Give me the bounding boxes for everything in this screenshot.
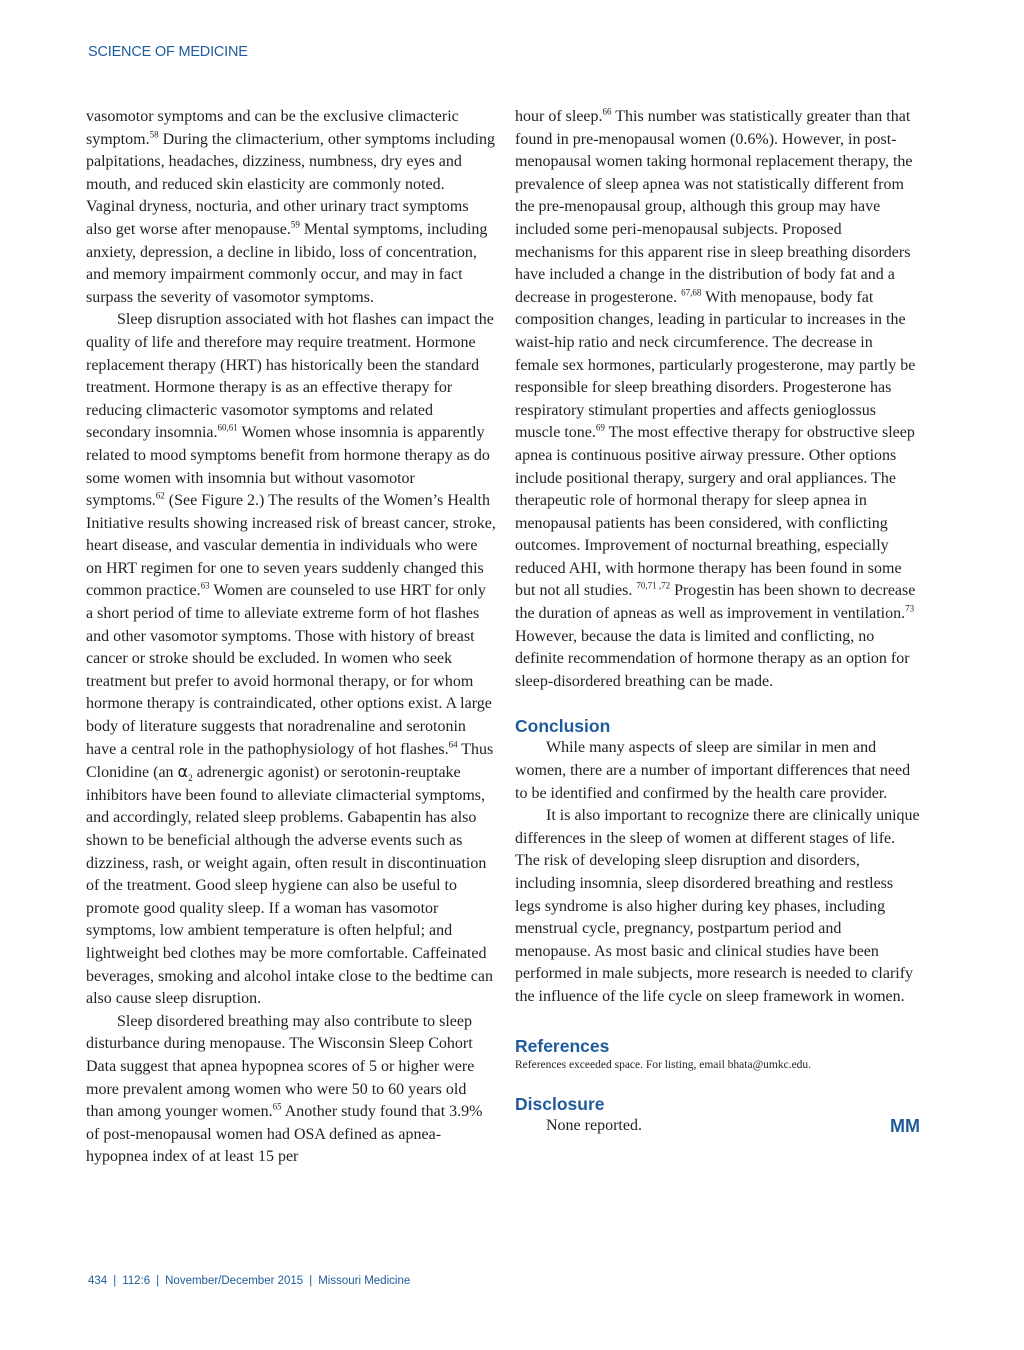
left-column (86, 106, 496, 1169)
right-column (515, 106, 920, 1137)
paragraph: Sleep disruption associated with hot flashes can impact the quality of life and therefore may require treatment. Hormone replacement therapy (HRT) has historically been the standard treatment. Hormone therapy is as an effective therapy for reducing climacteric vasomotor symptoms and related secondary insomnia.$^{60,61}$ Women whose insomnia is apparently related to mood symptoms benefit from hormone therapy as do some women with insomnia but without vasomotor symptoms.$^{62}$ (See Figure 2.) The results of the Women’s Health Initiative results showing increased risk of breast cancer, stroke, heart disease, and vascular dementia in individuals who were on HRT regimen for one to seven years suddenly changed this common practice.$^{63}$ Women are counseled to use HRT for only a short period of time to alleviate extreme form of hot flashes and other vasomotor symptoms. Those with history of breast cancer or stroke should be excluded. In women who seek treatment but prefer to avoid hormonal therapy, or for whom hormone therapy is contraindicated, other options exist. A large body of literature suggests that noradrenaline and serotonin have a central role in the pathophysiology of hot flashes.$^{64}$ Thus Clonidine (an $\alpha_2$ adrenergic agonist) or serotonin-reuptake inhibitors have been found to alleviate climacterial symptoms, and accordingly, related sleep problems. Gabapentin has also shown to be beneficial although the adverse events such as dizziness, rash, or weight again, often result in discontinuation of the treatment. Good sleep hygiene can also be useful to promote good quality sleep. If a woman has vasomotor symptoms, low ambient temperature is often helpful; and lightweight bed clothes may be more comfortable. Caffeinated beverages, smoking and alcohol intake close to the bedtime can also cause sleep disruption. (86, 311, 496, 1008)
references-note: References exceeded space. For listing, email bhata@umkc.edu. (515, 1058, 812, 1071)
paragraph: hour of sleep.$^{66}$ This number was statistically greater than that found in pre-menopausal women (0.6%). However, in post-menopausal women taking hormonal replacement therapy, the prevalence of sleep apnea was not statistically different from the pre-menopausal group, although this group may have included some peri-menopausal subjects. Proposed mechanisms for this apparent rise in sleep breathing disorders have included a change in the distribution of body fat and a decrease in progesterone. $^{67,68}$ With menopause, body fat composition changes, leading in particular to increases in the waist-hip ratio and neck circumference. The decrease in female sex hormones, particularly progesterone, may partly be responsible for sleep breathing disorders. Progesterone has respiratory stimulant properties and affects genioglossus muscle tone.$^{69}$ The most effective therapy for obstructive sleep apnea is continuous positive airway pressure. Other options include positional therapy, surgery and oral appliances. The therapeutic role of hormonal therapy for sleep apnea in menopausal patients has been considered, with conflicting outcomes. Improvement of nocturnal breathing, especially reduced AHI, with hormone therapy has been found in some but not all studies. $^{70,71 ,72}$ Progestin has been shown to decrease the duration of apneas as well as improvement in ventilation.$^{73}$ However, because the data is limited and conflicting, no definite recommendation of hormone therapy as an option for sleep-disordered breathing can be made. (515, 106, 916, 690)
page-footer: 434 | 112:6 | November/December 2015 | Missouri Medicine (88, 1275, 411, 1287)
disclosure-row (515, 1115, 920, 1138)
paragraph: While many aspects of sleep are similar in men and women, there are a number of important differences that need to be identified and confirmed by the health care provider. (515, 739, 911, 802)
section-header: SCIENCE OF MEDICINE (88, 44, 248, 60)
journal-name: Missouri Medicine (318, 1275, 411, 1287)
disclosure-heading: Disclosure (515, 1093, 605, 1114)
paragraph: Sleep disordered breathing may also contribute to sleep disturbance during menopause. The Wisconsin Sleep Cohort Data suggest that apnea hypopnea scores of 5 or higher were more prevalent among women who were 50 to 60 years old than among younger women.$^{65}$ Another study found that 3.9% of post-menopausal women had OSA defined as apnea-hypopnea index of at least 15 per (86, 1012, 483, 1166)
disclosure-text: None reported. (546, 1116, 642, 1134)
page-number: 434 (88, 1275, 108, 1287)
references-heading: References (515, 1035, 610, 1056)
paragraph: vasomotor symptoms and can be the exclusive climacteric symptom.$^{58}$ During the climacterium, other symptoms including palpitations, headaches, dizziness, numbness, dry eyes and mouth, and reduced skin elasticity are commonly noted. Vaginal dryness, nocturia, and other urinary tract symptoms also get worse after menopause.$^{59}$ Mental symptoms, including anxiety, depression, a decline in libido, loss of concentration, and memory impairment commonly occur, and may in fact surpass the severity of vasomotor symptoms. (86, 108, 495, 306)
issue-date: November/December 2015 (165, 1275, 304, 1287)
alpha-symbol: α (177, 762, 189, 782)
issue-number: 112:6 (122, 1275, 151, 1287)
conclusion-heading: Conclusion (515, 716, 611, 737)
mm-logo: MM (890, 1115, 920, 1136)
paragraph: It is also important to recognize there are clinically unique differences in the sleep of women at different stages of life. The risk of developing sleep disruption and disorders, including insomnia, sleep disordered breathing and restless legs syndrome is also higher during key phases, including menstrual cycle, pregnancy, postpartum period and menopause. As most basic and clinical studies have been performed in male subjects, more research is needed to clarify the influence of the life cycle on sleep framework in women. (515, 807, 920, 1005)
